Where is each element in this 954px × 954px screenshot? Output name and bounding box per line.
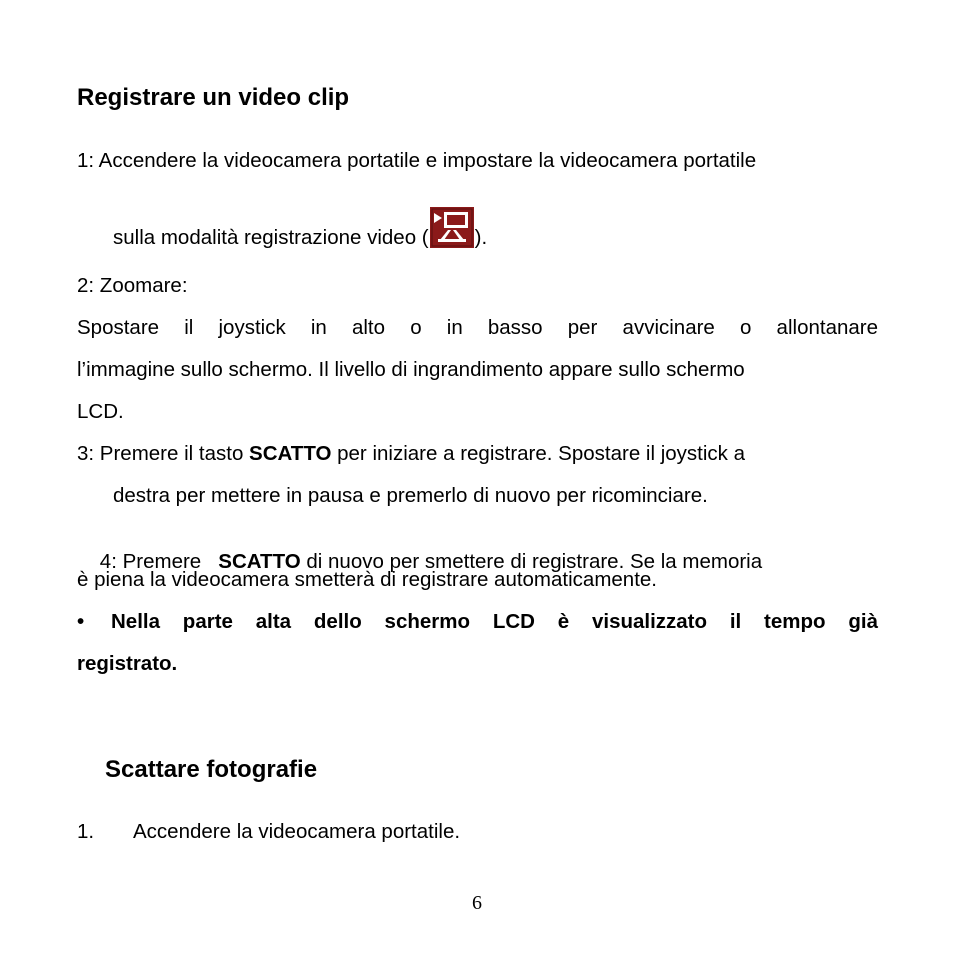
step2-line2: l’immagine sullo schermo. Il livello di ingrandimento appare sullo schermo: [77, 358, 745, 381]
step4-prefix: 4: Premere: [99, 550, 219, 573]
item1-number: 1.: [77, 820, 95, 843]
item1-text: Accendere la videocamera portatile.: [133, 820, 461, 843]
step1-line2-end: ).: [474, 226, 488, 249]
step2-line3: LCD.: [77, 400, 124, 423]
step1-line1: 1: Accendere la videocamera portatile e impostare la videocamera portatile: [77, 149, 757, 172]
step3-line1: [77, 442, 878, 466]
step3-suffix: per iniziare a registrare. Spostare il joystick a: [331, 442, 746, 465]
note-line2: registrato.: [77, 652, 178, 675]
note-text-line1: Nella parte alta dello schermo LCD è visualizzato il tempo già: [111, 610, 878, 633]
step4-line2: è piena la videocamera smetterà di registrare automaticamente.: [77, 568, 657, 591]
section-heading-video: Registrare un video clip: [77, 84, 350, 111]
step1-line2-text: sulla modalità registrazione video (: [113, 226, 429, 249]
step3-prefix: 3: Premere il tasto: [77, 442, 250, 465]
section-heading-photo: Scattare fotografie: [105, 756, 318, 783]
note-bullet: •: [77, 610, 85, 633]
page-number: 6: [472, 892, 482, 914]
note-line1: [77, 610, 878, 634]
step3-bold-key: SCATTO: [249, 442, 332, 465]
step2-label: 2: Zoomare:: [77, 274, 188, 297]
step4-bold-key: SCATTO: [218, 550, 301, 573]
step4-suffix: di nuovo per smettere di registrare. Se la memoria: [300, 550, 763, 573]
step1-line2: [113, 207, 878, 258]
step3-line2: destra per mettere in pausa e premerlo di nuovo per ricominciare.: [113, 484, 708, 507]
step2-line1: Spostare il joystick in alto o in basso per avvicinare o allontanare: [77, 316, 878, 339]
video-mode-icon: [430, 207, 474, 248]
